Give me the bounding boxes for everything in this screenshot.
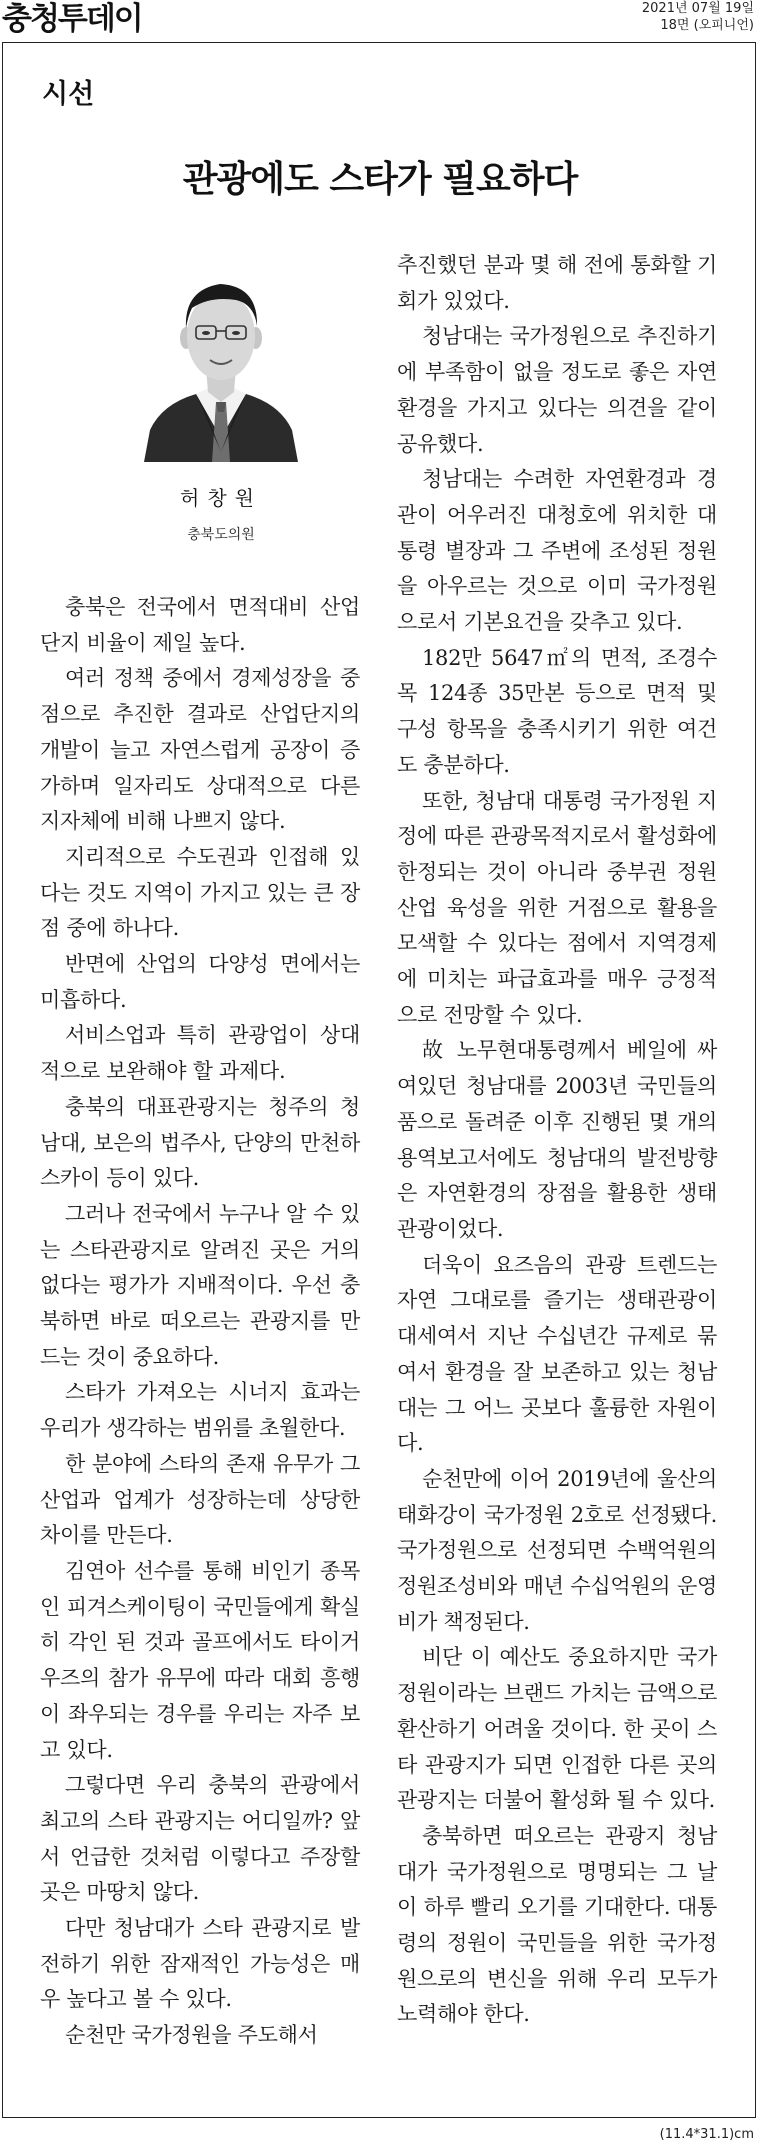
body-paragraph: 지리적으로 수도권과 인접해 있다는 것도 지역이 가지고 있는 큰 장점 중에 하나다. xyxy=(40,844,360,941)
body-paragraph: 더욱이 요즈음의 관광 트렌드는 자연 그대로를 즐기는 생태관광이 대세여서 지난 수십년간 규제로 묶여서 환경을 잘 보존하고 있는 청남대는 그 어느 곳보다 훌륭한 자원이다. xyxy=(397,1252,717,1456)
body-paragraph: 그러나 전국에서 누구나 알 수 있는 스타관광지로 알려진 곳은 거의 없다는 평가가 지배적이다. 우선 충북하면 바로 떠오르는 관광지를 만드는 것이 중요하다. xyxy=(40,1201,360,1369)
body-paragraph: 또한, 청남대 대통령 국가정원 지정에 따른 관광목적지로서 활성화에 한정되는 것이 아니라 중부권 정원산업 육성을 위한 거점으로 활용을 모색할 수 있다는 점에서 지역경제에 미치는 파급효과를 매우 긍정적으로 전망할 수 있다. xyxy=(397,788,717,1027)
body-paragraph: 충북의 대표관광지는 청주의 청남대, 보은의 법주사, 단양의 만천하스카이 등이 있다. xyxy=(40,1094,360,1191)
body-paragraph-continued: 추진했던 분과 몇 해 전에 통화할 기회가 있었다. xyxy=(397,253,717,313)
publication-info xyxy=(642,0,754,34)
body-paragraph: 청남대는 국가정원으로 추진하기에 부족함이 없을 정도로 좋은 자연 환경을 가지고 있다는 의견을 같이 공유했다. xyxy=(397,324,717,456)
body-paragraph: 故 노무현대통령께서 베일에 싸여있던 청남대를 2003년 국민들의 품으로 돌려준 이후 진행된 몇 개의 용역보고서에도 청남대의 발전방향은 자연환경의 장점을 활용한 생태관광이었다. xyxy=(397,1038,717,1241)
author-title: 충북도의원 xyxy=(187,527,255,543)
body-paragraph: 서비스업과 특히 관광업이 상대적으로 보완해야 할 과제다. xyxy=(40,1023,360,1084)
body-paragraph: 순천만에 이어 2019년에 울산의 태화강이 국가정원 2호로 선정됐다. 국가정원으로 선정되면 수백억원의 정원조성비와 매년 수십억원의 운영비가 책정된다. xyxy=(397,1466,717,1634)
newspaper-logo: 충청투데이 xyxy=(2,1,142,37)
body-paragraph: 182만 5647㎡의 면적, 조경수목 124종 35만본 등으로 면적 및 구성 항목을 충족시키기 위한 여건도 충분하다. xyxy=(397,645,717,777)
body-paragraph: 충북하면 떠오르는 관광지 청남대가 국가정원으로 명명되는 그 날이 하루 빨리 오기를 기대한다. 대통령의 정원이 국민들을 위한 국가정원으로의 변신을 위해 우리 모두가 노력해야 한다. xyxy=(397,1823,717,2027)
author-name: 허창원 xyxy=(180,486,262,510)
masthead xyxy=(0,0,760,44)
body-paragraph: 비단 이 예산도 중요하지만 국가정원이라는 브랜드 가치는 금액으로 환산하기 어려울 것이다. 한 곳이 스타 관광지가 되면 인접한 다른 곳의 관광지는 더불어 활성화 될 수 있다. xyxy=(397,1645,717,1813)
body-paragraph: 순천만 국가정원을 주도해서 xyxy=(65,2023,318,2048)
article-body-left-column xyxy=(40,590,360,2054)
publication-date: 2021년 07월 19일 xyxy=(641,1,754,16)
body-paragraph: 김연아 선수를 통해 비인기 종목인 피겨스케이팅이 국민들에게 확실히 각인 된 것과 골프에서도 타이거우즈의 참가 유무에 따라 대회 흥행이 좌우되는 경우를 우리는 자주 보고 있다. xyxy=(40,1558,360,1762)
body-paragraph: 그렇다면 우리 충북의 관광에서 최고의 스타 관광지는 어디일까? 앞서 언급한 것처럼 이렇다고 주장할 곳은 마땅치 않다. xyxy=(40,1773,360,1905)
section-label: 시선 xyxy=(42,79,95,110)
body-paragraph: 한 분야에 스타의 존재 유무가 그 산업과 업계가 성장하는데 상당한 차이를 만든다. xyxy=(40,1451,360,1548)
page-section: 18면 (오피니언) xyxy=(660,18,754,33)
body-paragraph: 스타가 가져오는 시너지 효과는 우리가 생각하는 범위를 초월한다. xyxy=(40,1380,360,1441)
body-paragraph: 청남대는 수려한 자연환경과 경관이 어우러진 대청호에 위치한 대통령 별장과 그 주변에 조성된 정원을 아우르는 것으로 이미 국가정원으로서 기본요건을 갖추고 있다. xyxy=(397,467,717,635)
article-body-right-column xyxy=(397,248,717,2033)
body-paragraph: 반면에 산업의 다양성 면에서는 미흡하다. xyxy=(40,952,360,1012)
body-paragraph: 충북은 전국에서 면적대비 산업단지 비율이 제일 높다. xyxy=(40,595,360,655)
body-paragraph: 다만 청남대가 스타 관광지로 발전하기 위한 잠재적인 가능성은 매우 높다고 볼 수 있다. xyxy=(40,1916,360,2012)
article-size-note: (11.4*31.1)cm xyxy=(659,2127,754,2142)
author-photo xyxy=(140,262,302,462)
headline: 관광에도 스타가 필요하다 xyxy=(182,158,578,200)
body-paragraph: 여러 정책 중에서 경제성장을 중점으로 추진한 결과로 산업단지의 개발이 늘고 자연스럽게 공장이 증가하며 일자리도 상대적으로 다른 지자체에 비해 나쁘지 않다. xyxy=(40,666,360,834)
